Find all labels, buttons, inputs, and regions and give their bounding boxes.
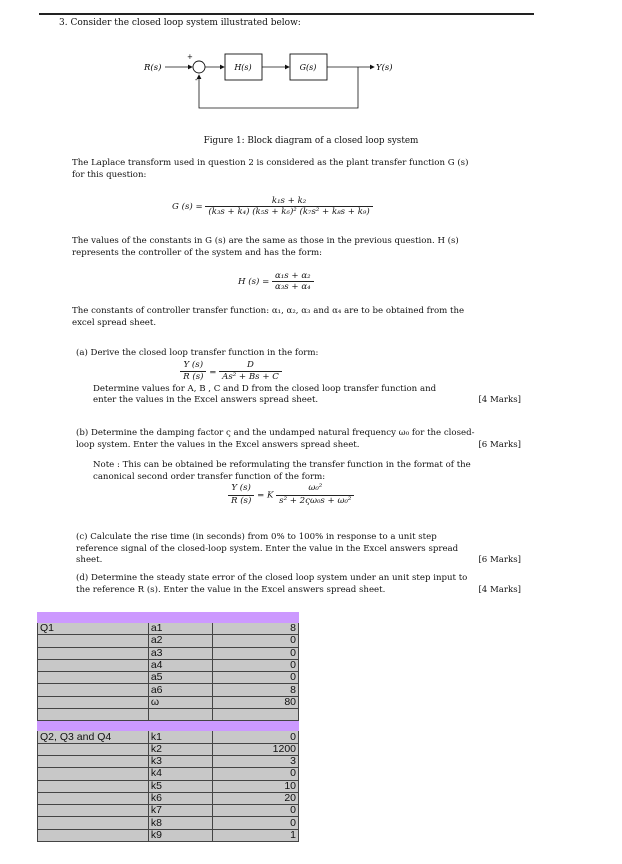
q2-value-cell[interactable]: 0 [213,805,299,817]
part-b-equals-k: = K [257,490,274,501]
part-b-rhs-den: s² + 2ςω₀s + ω₀² [279,495,352,506]
empty-cell[interactable] [38,805,149,817]
part-a-lhs-num: Y (s) [180,360,206,373]
g-block-label: G(s) [299,63,317,72]
part-a-line1: (a) Derive the closed loop transfer function in the form: [76,348,319,358]
empty-cell[interactable] [213,709,299,721]
g-equation [172,196,373,217]
empty-cell[interactable] [38,768,149,780]
q2-name-cell[interactable]: k3 [148,755,212,767]
h-denominator: α₃s + α₄ [275,282,311,292]
q2-name-cell[interactable]: k2 [148,743,212,755]
q2-row [38,768,299,780]
part-b-rhs-num: ω₀² [276,483,354,496]
part-b-lhs-num: Y (s) [228,483,254,496]
summing-junction [193,61,205,73]
excel-spreadsheet [37,612,299,842]
q1-label-cell[interactable]: Q1 [38,623,149,635]
part-a-lhs-den: R (s) [183,372,204,382]
h-numerator: α₁s + α₂ [272,271,314,282]
q1-row [38,623,299,635]
q1-value-cell[interactable]: 0 [213,659,299,671]
q2-name-cell[interactable]: k9 [148,829,212,841]
q2-value-cell[interactable]: 0 [213,731,299,743]
q2-value-cell[interactable]: 1 [213,829,299,841]
q2-row [38,755,299,767]
q2-value-cell[interactable]: 10 [213,780,299,792]
q1-value-cell[interactable]: 0 [213,672,299,684]
q1-value-cell[interactable]: 8 [213,684,299,696]
q1-row [38,672,299,684]
part-a-lhs-fraction [180,360,206,384]
empty-cell[interactable] [38,829,149,841]
part-a-equals: = [209,367,217,377]
q2-value-cell[interactable]: 3 [213,755,299,767]
part-a [76,348,521,407]
part-c [76,532,521,567]
part-c-line1: (c) Calculate the rise time (in seconds) from 0% to 100% in response to a unit step reference signal of the closed-loop system. Enter the value in the Excel answers spread sheet. [76,532,459,565]
empty-cell[interactable] [38,672,149,684]
part-b [76,428,521,507]
part-d [76,573,521,596]
empty-cell[interactable] [38,743,149,755]
part-b-lhs-den: R (s) [231,495,252,506]
q1-name-cell[interactable]: ω [148,696,212,708]
part-d-marks: [4 Marks] [478,584,521,595]
q2-name-cell[interactable]: k5 [148,780,212,792]
top-rule [39,13,534,15]
h-equation-lhs: H (s) = [238,277,270,287]
part-b-line1: (b) Determine the damping factor ς and the undamped natural frequency ω₀ for the closed-loop system. Enter the values in the Excel answers spread sheet. [76,428,475,450]
q1-name-cell[interactable]: a6 [148,684,212,696]
q2-value-cell[interactable]: 20 [213,792,299,804]
part-b-marks: [6 Marks] [478,439,521,450]
q2-row [38,743,299,755]
q2-value-cell[interactable]: 0 [213,768,299,780]
q2-header-band [38,721,299,731]
empty-cell[interactable] [38,792,149,804]
q2-row [38,780,299,792]
q1-row [38,647,299,659]
empty-cell[interactable] [38,709,149,721]
part-a-line2: Determine values for A, B , C and D from the closed loop transfer function and enter the values in the Excel answers spread sheet. [93,383,437,405]
output-label: Y(s) [376,63,393,73]
g-denominator: (k₃s + k₄) (k₅s + k₆)² (k₇s² + k₈s + k₉) [208,207,370,217]
q2-row [38,731,299,743]
q1-row [38,696,299,708]
empty-cell[interactable] [38,684,149,696]
part-c-marks: [6 Marks] [478,555,521,565]
part-b-equation [76,483,521,507]
q2-row [38,817,299,829]
part-b-rhs-fraction [276,483,354,507]
part-a-marks: [4 Marks] [478,395,521,405]
g-equation-lhs: G (s) = [172,202,203,212]
g-numerator: k₁s + k₂ [205,196,372,207]
intro-paragraph: The Laplace transform used in question 2 is considered as the plant transfer function G (s) for this question: [72,158,469,180]
q1-name-cell[interactable]: a4 [148,659,212,671]
q1-row [38,635,299,647]
part-a-equation [76,360,386,384]
q1-name-cell[interactable]: a1 [148,623,212,635]
empty-cell[interactable] [38,817,149,829]
empty-cell[interactable] [38,755,149,767]
empty-cell[interactable] [148,709,212,721]
q2-row [38,829,299,841]
empty-cell[interactable] [38,696,149,708]
q2-name-cell[interactable]: k4 [148,768,212,780]
q1-header-band [38,613,299,623]
q2-value-cell[interactable]: 0 [213,817,299,829]
q2-row [38,805,299,817]
plus-sign: + [187,53,193,61]
empty-cell[interactable] [38,647,149,659]
empty-row [38,709,299,721]
figure-caption: Figure 1: Block diagram of a closed loop system [203,136,419,146]
question-heading: 3. Consider the closed loop system illustrated below: [59,18,301,28]
minus-sign: - [195,75,198,84]
q1-row [38,684,299,696]
controller-paragraph: The constants of controller transfer function: α₁, α₂, α₃ and α₄ are to be obtained from the excel spread sheet. [72,306,465,328]
q1-value-cell[interactable]: 80 [213,696,299,708]
q2-row [38,792,299,804]
q2-value-cell[interactable]: 1200 [213,743,299,755]
constants-paragraph: The values of the constants in G (s) are the same as those in the previous question. H (s) represents the controller of the system and has the form: [72,236,459,258]
q2-name-cell[interactable]: k7 [148,805,212,817]
q1-name-cell[interactable]: a5 [148,672,212,684]
part-a-rhs-fraction [219,360,282,384]
part-a-rhs-num: D [219,360,282,373]
h-equation [238,271,314,292]
input-label: R(s) [144,63,162,73]
q1-value-cell[interactable]: 0 [213,635,299,647]
feedback-path [199,67,358,108]
part-b-lhs-fraction [228,483,254,507]
empty-cell[interactable] [38,780,149,792]
q2-name-cell[interactable]: k8 [148,817,212,829]
q1-value-cell[interactable]: 8 [213,623,299,635]
q1-row [38,659,299,671]
h-block-label: H(s) [234,63,252,72]
q2-name-cell[interactable]: k1 [148,731,212,743]
block-diagram [130,40,420,120]
q1-name-cell[interactable]: a2 [148,635,212,647]
g-fraction [205,196,372,217]
q2-name-cell[interactable]: k6 [148,792,212,804]
q1-name-cell[interactable]: a3 [148,647,212,659]
empty-cell[interactable] [38,635,149,647]
part-d-line1: (d) Determine the steady state error of the closed loop system under an unit step input to the reference R (s). Enter the value in the Excel answers spread sheet. [76,573,468,595]
q2-label-cell[interactable]: Q2, Q3 and Q4 [38,731,149,743]
q1-value-cell[interactable]: 0 [213,647,299,659]
empty-cell[interactable] [38,659,149,671]
part-b-note: Note : This can be obtained be reformulating the transfer function in the format of the canonical second order transfer function of the form: [93,460,471,482]
h-fraction [272,271,314,292]
part-a-rhs-den: As² + Bs + C [222,372,279,382]
